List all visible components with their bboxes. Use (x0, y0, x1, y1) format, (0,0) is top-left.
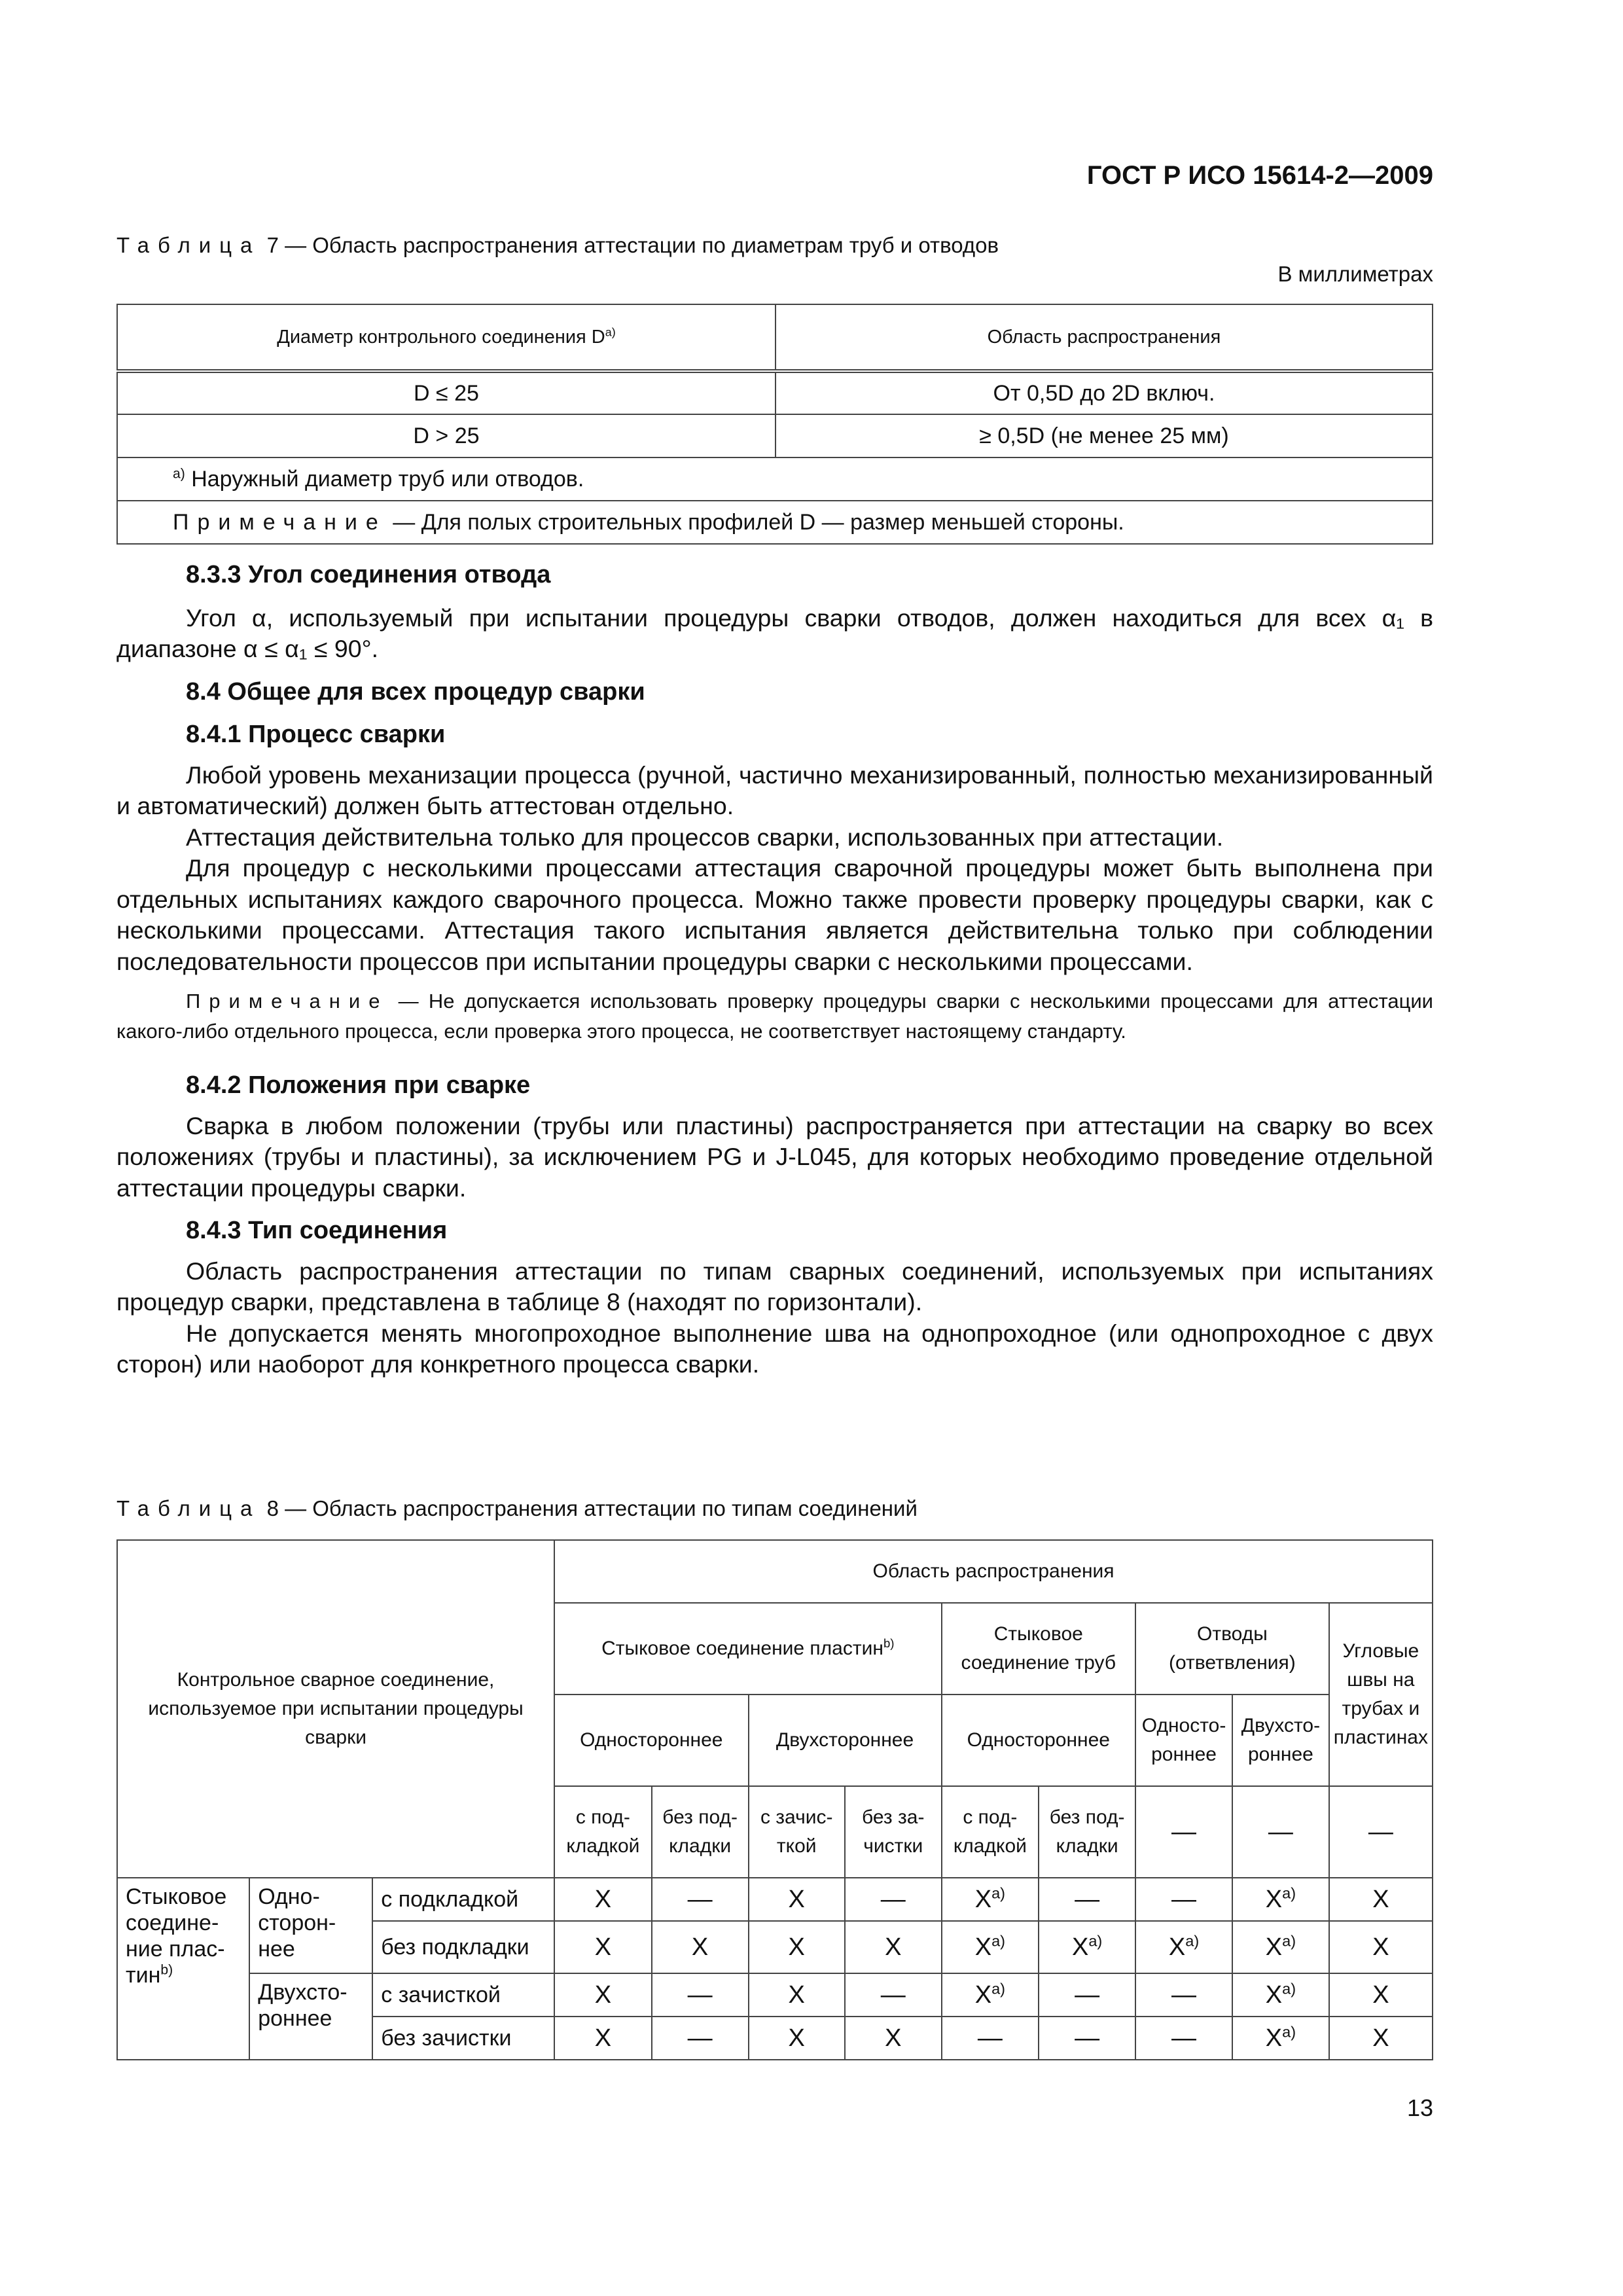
table8-cell: $X^{a)}$ (942, 1973, 1039, 2017)
table8-cell: $X^{a)}$ (1232, 2017, 1329, 2060)
table7-col1-header: Диаметр контрольного соединения $D^{a)}$ (117, 304, 776, 371)
table8-subheader: без за-чистки (845, 1786, 942, 1878)
table8-row-group: Стыковое соедине-ние плас-тин$^{b)}$ (117, 1878, 249, 2060)
table8-row-label: с подкладкой (372, 1878, 554, 1921)
table8-subheader: Двухстороннее (749, 1695, 942, 1786)
table8-cell: $X^{a)}$ (942, 1878, 1039, 1921)
table8 (116, 1539, 1433, 2060)
section-heading: 8.4.1 Процесс сварки (186, 721, 446, 748)
table8-cell: X (554, 1921, 652, 1973)
table8-cell: $X^{a)}$ (1135, 1921, 1232, 1973)
table7-cell: D > 25 (117, 414, 776, 457)
table8-row-subgroup: Двухсто-роннее (249, 1973, 372, 2060)
table7-units: В миллиметрах (1277, 262, 1433, 286)
table7 (116, 304, 1433, 545)
table8-cell: X (554, 2017, 652, 2060)
table7-note: Примечание — Для полых строительных профилей D — размер меньшей стороны. (117, 501, 1433, 544)
section-heading: 8.4.2 Положения при сварке (186, 1071, 531, 1099)
table8-cell: X (1329, 2017, 1433, 2060)
table7-note-row (117, 501, 1433, 544)
table8-cell: X (749, 2017, 845, 2060)
table8-dash: — (1135, 1786, 1232, 1878)
table8-fillet-header: Угловые швы на трубах и пластинах (1329, 1603, 1433, 1786)
table8-cell: X (652, 1921, 749, 1973)
table8-pipe-header: Стыковое соединение труб (942, 1603, 1135, 1695)
table8-cell: X (554, 1973, 652, 2017)
table8-cell: — (1135, 2017, 1232, 2060)
table-row (117, 371, 1433, 414)
paragraph: Область распространения аттестации по типам сварных соединений, используемых при испытаниях процедур сварки, представлена в таблице 8 (находят по горизонтали). (116, 1257, 1433, 1316)
document-page (116, 0, 1433, 2296)
table8-row-subgroup: Одно-сторон-нее (249, 1878, 372, 1973)
table8-cell: $X^{a)}$ (942, 1921, 1039, 1973)
table8-cell: — (1039, 2017, 1135, 2060)
table8-plate-header: Стыковое соединение пластин$^{b)}$ (554, 1603, 942, 1695)
table8-subheader: с под-кладкой (942, 1786, 1039, 1878)
table8-cell: X (749, 1921, 845, 1973)
table8-header-row (117, 1540, 1433, 1603)
table8-dash: — (1232, 1786, 1329, 1878)
section-heading: 8.4 Общее для всех процедур сварки (186, 677, 645, 706)
paragraph: Любой уровень механизации процесса (ручной, частично механизированный, полностью механизированный и автоматический) должен быть аттестован отдельно. (116, 761, 1433, 819)
table8-cell: X (1329, 1921, 1433, 1973)
table8-cell: $X^{a)}$ (1039, 1921, 1135, 1973)
standard-header: ГОСТ Р ИСО 15614-2—2009 (1086, 161, 1433, 190)
table8-subheader: Односто-роннее (1135, 1695, 1232, 1786)
table7-footnote: $^{a)}$ Наружный диаметр труб или отводов. (117, 457, 1433, 501)
table8-cell: — (1039, 1878, 1135, 1921)
table8-cell: X (749, 1878, 845, 1921)
table8-cell: — (942, 2017, 1039, 2060)
table7-cell: D ≤ 25 (117, 371, 776, 414)
table8-cell: X (749, 1973, 845, 2017)
table8-cell: X (554, 1878, 652, 1921)
table8-cell: $X^{a)}$ (1232, 1973, 1329, 2017)
note-paragraph: Примечание — Не допускается использовать проверку процедуры сварки с несколькими процессами для аттестации какого-либо отдельного процесса, если проверка этого процесса, не соответствует настоящему стандарту. (116, 990, 1433, 1043)
table-row (117, 1878, 1433, 1921)
paragraph: Угол α, используемый при испытании процедуры сварки отводов, должен находиться для всех α₁ в диапазоне α ≤ α₁ ≤ 90°. (116, 603, 1433, 662)
table8-branch-header: Отводы (ответвления) (1135, 1603, 1329, 1695)
table8-caption: Таблица 8 — Область распространения аттестации по типам соединений (116, 1496, 918, 1520)
table8-left-header: Контрольное сварное соединение, используемое при испытании процедуры сварки (117, 1540, 554, 1878)
paragraph: Не допускается менять многопроходное выполнение шва на однопроходное (или однопроходное с двух сторон) или наоборот для конкретного процесса сварки. (116, 1319, 1433, 1378)
table8-cell: X (1329, 1973, 1433, 2017)
table8-cell: — (652, 2017, 749, 2060)
table7-header-row (117, 304, 1433, 371)
table8-subheader: Одностороннее (554, 1695, 748, 1786)
table7-cell: ≥ 0,5D (не менее 25 мм) (776, 414, 1433, 457)
table8-subheader: без под-кладки (652, 1786, 749, 1878)
table7-col2-header: Область распространения (776, 304, 1433, 371)
section-heading: 8.4.3 Тип соединения (186, 1217, 448, 1244)
table8-cell: X (845, 1921, 942, 1973)
table8-cell: — (1039, 1973, 1135, 2017)
table8-area-header: Область распространения (554, 1540, 1433, 1603)
page-number: 13 (1406, 2094, 1433, 2121)
body-text (116, 560, 1433, 1380)
table8-row-label: с зачисткой (372, 1973, 554, 2017)
table8-cell: — (652, 1973, 749, 2017)
table8-cell: $X^{a)}$ (1232, 1878, 1329, 1921)
table8-cell: — (1135, 1973, 1232, 2017)
table8-cell: X (1329, 1878, 1433, 1921)
table8-subheader: Двухсто-роннее (1232, 1695, 1329, 1786)
table8-subheader: с зачис-ткой (749, 1786, 845, 1878)
section-heading: 8.3.3 Угол соединения отвода (186, 561, 551, 588)
table8-row-label: без зачистки (372, 2017, 554, 2060)
table8-cell: — (1135, 1878, 1232, 1921)
table-row (117, 1973, 1433, 2017)
table7-footnote-row (117, 457, 1433, 501)
table8-row-label: без подкладки (372, 1921, 554, 1973)
table8-dash: — (1329, 1786, 1433, 1878)
table8-subheader: Одностороннее (942, 1695, 1135, 1786)
paragraph: Для процедур с несколькими процессами аттестация сварочной процедуры может быть выполнена при отдельных испытаниях каждого сварочного процесса. Можно также провести проверку процедуры сварки, как с несколькими процессами. Аттестация такого испытания является действительна только при соблюдении последовательности процессов при испытании процедуры сварки с несколькими процессами. (116, 854, 1433, 975)
table-row (117, 414, 1433, 457)
table7-caption: Таблица 7 — Область распространения аттестации по диаметрам труб и отводов (116, 233, 999, 257)
paragraph: Аттестация действительна только для процессов сварки, использованных при аттестации. (186, 823, 1224, 851)
table8-cell: — (652, 1878, 749, 1921)
table8-cell: — (845, 1973, 942, 2017)
table8-cell: $X^{a)}$ (1232, 1921, 1329, 1973)
table8-subheader: без под-кладки (1039, 1786, 1135, 1878)
table8-cell: — (845, 1878, 942, 1921)
paragraph: Сварка в любом положении (трубы или пластины) распространяется при аттестации на сварку во всех положениях (трубы и пластины), за исключением PG и J-L045, для которых необходимо проведение отдельной аттестации процедуры сварки. (116, 1111, 1433, 1202)
table8-cell: X (845, 2017, 942, 2060)
table8-subheader: с под-кладкой (554, 1786, 652, 1878)
table7-cell: От 0,5D до 2D включ. (776, 371, 1433, 414)
